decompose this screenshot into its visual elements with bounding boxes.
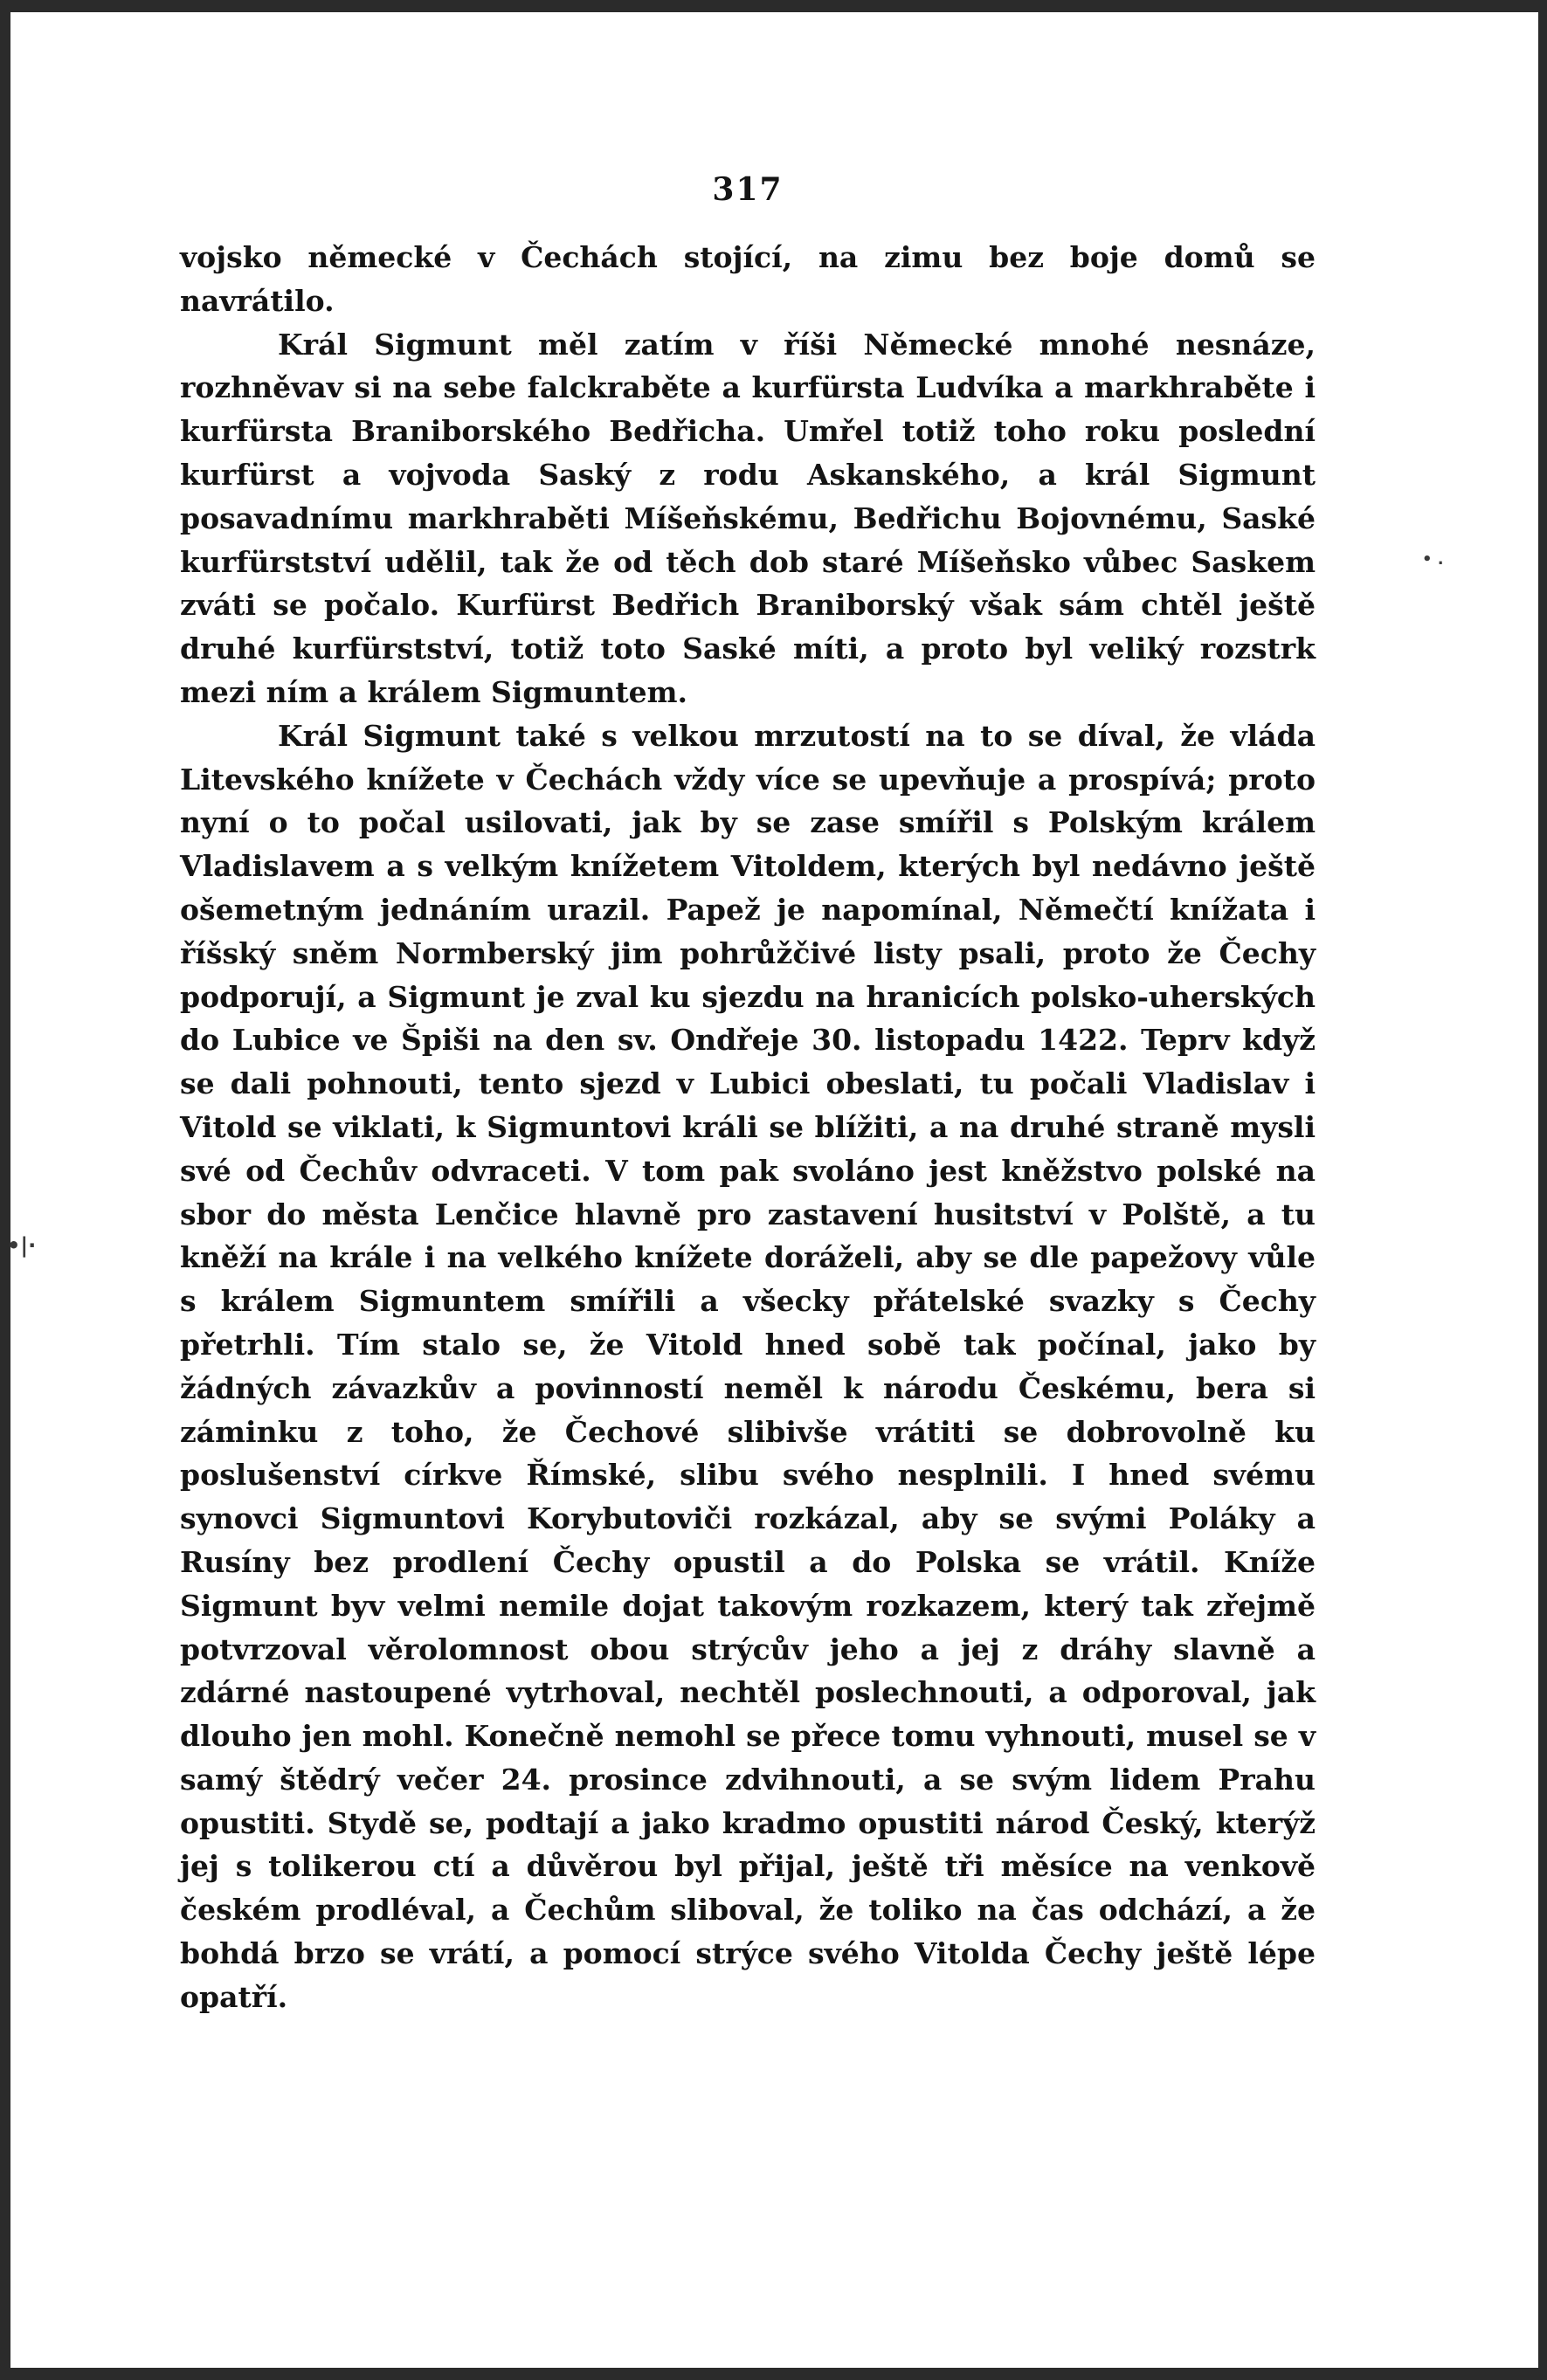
right-margin-mark: • . [1422,550,1444,569]
paragraph-3: Král Sigmunt také s velkou mrzutostí na to se díval, že vláda Litevského knížete v Čechách vždy více se upevňuje a prospívá; proto nyní o to počal usilovati, jak by se zase smířil s Polským králem Vladislavem a s velkým knížetem Vitoldem, kterých byl nedávno ještě ošemetným jednáním urazil. Papež je napomínal, Němečtí knížata i říšský sněm Normberský jim pohrůžčivé listy psali, proto že Čechy podporují, a Sigmunt je zval ku sjezdu na hranicích polsko-uherských do Lubice ve Špiši na den sv. Ondřeje 30. listopadu 1422. Teprv když se dali pohnouti, tento sjezd v Lubici obeslati, tu počali Vladislav i Vitold se viklati, k Sigmuntovi králi se blížiti, a na druhé straně mysli své od Čechův odvraceti. V tom pak svoláno jest kněžstvo polské na sbor do města Lenčice hlavně pro zastavení husitství v Polště, a tu kněží na krále i na velkého knížete doráželi, aby se dle papežovy vůle s králem Sigmuntem smířili a všecky přátelské svazky s Čechy přetrhli. Tím stalo se, že Vitold hned sobě tak počínal, jako by žádných závazkův a povinností neměl k národu Českému, bera si záminku z toho, že Čechové slibivše vrátiti se dobrovolně ku poslušenství církve Římské, slibu svého nesplnili. I hned svému synovci Sigmuntovi Korybutoviči rozkázal, aby se svými Poláky a Rusíny bez prodlení Čechy opustil a do Polska se vrátil. Kníže Sigmunt byv velmi nemile dojat takovým rozkazem, který tak zřejmě potvrzoval věrolomnost obou strýcův jeho a jej z dráhy slavně a zdárné nastoupené vytrhoval, nechtěl poslechnouti, a odporoval, jak dlouho jen mohl. Konečně nemohl se přece tomu vyhnouti, musel se v samý štědrý večer 24. prosince zdvihnouti, a se svým lidem Prahu opustiti. Stydě se, podtají a jako kradmo opustiti národ Český, kterýž jej s tolikerou ctí a důvěrou byl přijal, ještě tři měsíce na venkově českém prodléval, a Čechům sliboval, že toliko na čas odchází, a že bohdá brzo se vrátí, a pomocí strýce svého Vitolda Čechy ještě lépe opatří. [180,718,1316,2014]
book-page [180,171,1316,2019]
paragraph-2: Král Sigmunt měl zatím v říši Německé mnohé nesnáze, rozhněvav si na sebe falckraběte a kurfürsta Ludvíka a markhraběte i kurfürsta Braniborského Bedřicha. Umřel totiž toho roku poslední kurfürst a vojvoda Saský z rodu Askanského, a král Sigmunt posavadnímu markhraběti Míšeňskému, Bedřichu Bojovnému, Saské kurfürstství udělil, tak že od těch dob staré Míšeňsko vůbec Saskem zváti se počalo. Kurfürst Bedřich Braniborský však sám chtěl ještě druhé kurfürstství, totiž toto Saské míti, a proto byl veliký rozstrk mezi ním a králem Sigmuntem. [180,327,1316,709]
paragraph-1: vojsko německé v Čechách stojící, na zimu bez boje domů se navrátilo. [180,240,1316,318]
page-text [180,236,1316,2019]
left-margin-mark: •|· [7,1233,37,1258]
page-number: 317 [712,171,784,208]
